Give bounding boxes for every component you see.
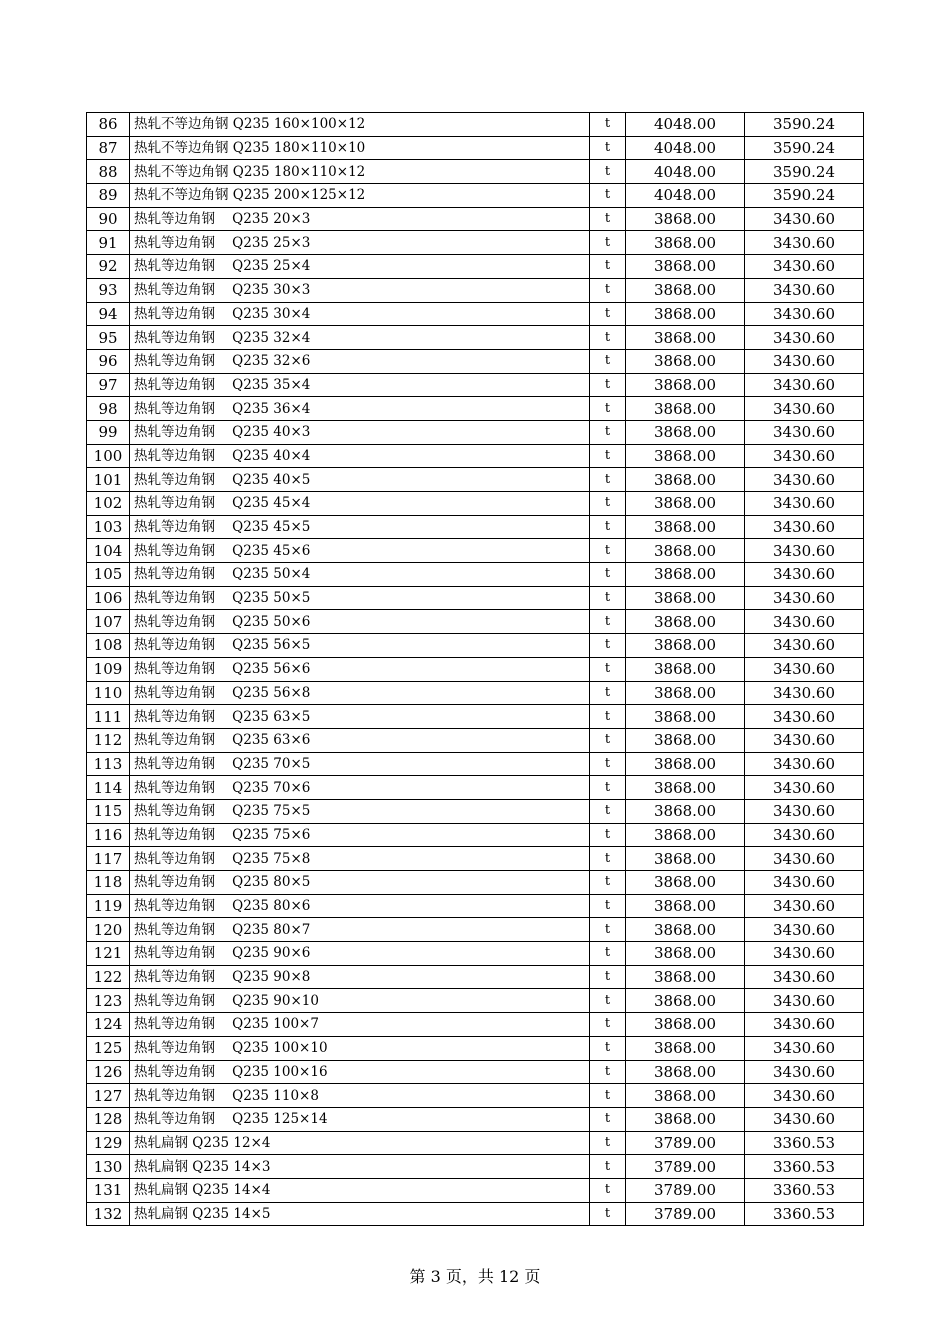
unit-cell: t: [590, 563, 626, 587]
price-table: [86, 112, 864, 1226]
unit-cell: t: [590, 326, 626, 350]
row-number-cell: 103: [87, 515, 130, 539]
row-number-cell: 123: [87, 989, 130, 1013]
price-2-cell: 3430.60: [745, 373, 864, 397]
row-number-cell: 112: [87, 728, 130, 752]
row-number-cell: 132: [87, 1202, 130, 1226]
item-name-cell: 热轧等边角钢 Q235 30×4: [130, 302, 590, 326]
item-name-cell: 热轧等边角钢 Q235 100×16: [130, 1060, 590, 1084]
table-row: [87, 207, 864, 231]
price-1-cell: 3868.00: [626, 563, 745, 587]
row-number-cell: 104: [87, 539, 130, 563]
price-2-cell: 3430.60: [745, 942, 864, 966]
price-2-cell: 3430.60: [745, 539, 864, 563]
table-row: [87, 1084, 864, 1108]
table-row: [87, 1013, 864, 1037]
row-number-cell: 86: [87, 113, 130, 137]
table-row: [87, 586, 864, 610]
row-number-cell: 129: [87, 1131, 130, 1155]
item-name-cell: 热轧等边角钢 Q235 50×6: [130, 610, 590, 634]
unit-cell: t: [590, 184, 626, 208]
price-2-cell: 3430.60: [745, 705, 864, 729]
row-number-cell: 114: [87, 776, 130, 800]
item-name-cell: 热轧等边角钢 Q235 75×8: [130, 847, 590, 871]
item-name-cell: 热轧等边角钢 Q235 63×5: [130, 705, 590, 729]
price-1-cell: 3868.00: [626, 231, 745, 255]
table-row: [87, 799, 864, 823]
table-row: [87, 1155, 864, 1179]
table-row: [87, 728, 864, 752]
price-2-cell: 3430.60: [745, 823, 864, 847]
price-1-cell: 3868.00: [626, 752, 745, 776]
price-2-cell: 3430.60: [745, 681, 864, 705]
price-1-cell: 3868.00: [626, 634, 745, 658]
item-name-cell: 热轧等边角钢 Q235 90×6: [130, 942, 590, 966]
row-number-cell: 97: [87, 373, 130, 397]
price-2-cell: 3430.60: [745, 492, 864, 516]
table-row: [87, 255, 864, 279]
item-name-cell: 热轧扁钢 Q235 12×4: [130, 1131, 590, 1155]
unit-cell: t: [590, 1155, 626, 1179]
row-number-cell: 107: [87, 610, 130, 634]
item-name-cell: 热轧等边角钢 Q235 70×6: [130, 776, 590, 800]
item-name-cell: 热轧等边角钢 Q235 125×14: [130, 1107, 590, 1131]
price-2-cell: 3430.60: [745, 1060, 864, 1084]
price-2-cell: 3430.60: [745, 871, 864, 895]
unit-cell: t: [590, 823, 626, 847]
row-number-cell: 113: [87, 752, 130, 776]
price-2-cell: 3590.24: [745, 160, 864, 184]
table-row: [87, 539, 864, 563]
row-number-cell: 101: [87, 468, 130, 492]
price-2-cell: 3430.60: [745, 965, 864, 989]
table-row: [87, 468, 864, 492]
unit-cell: t: [590, 444, 626, 468]
price-1-cell: 3868.00: [626, 610, 745, 634]
item-name-cell: 热轧等边角钢 Q235 56×6: [130, 657, 590, 681]
row-number-cell: 131: [87, 1178, 130, 1202]
unit-cell: t: [590, 657, 626, 681]
price-1-cell: 3868.00: [626, 989, 745, 1013]
item-name-cell: 热轧等边角钢 Q235 56×5: [130, 634, 590, 658]
unit-cell: t: [590, 113, 626, 137]
unit-cell: t: [590, 847, 626, 871]
price-2-cell: 3430.60: [745, 847, 864, 871]
row-number-cell: 118: [87, 871, 130, 895]
unit-cell: t: [590, 1178, 626, 1202]
price-1-cell: 3868.00: [626, 871, 745, 895]
unit-cell: t: [590, 752, 626, 776]
row-number-cell: 89: [87, 184, 130, 208]
price-1-cell: 3868.00: [626, 823, 745, 847]
table-row: [87, 515, 864, 539]
price-2-cell: 3430.60: [745, 207, 864, 231]
price-2-cell: 3430.60: [745, 610, 864, 634]
row-number-cell: 115: [87, 799, 130, 823]
price-2-cell: 3430.60: [745, 799, 864, 823]
unit-cell: t: [590, 1060, 626, 1084]
price-1-cell: 3868.00: [626, 705, 745, 729]
item-name-cell: 热轧不等边角钢 Q235 200×125×12: [130, 184, 590, 208]
table-row: [87, 302, 864, 326]
table-row: [87, 1178, 864, 1202]
price-2-cell: 3430.60: [745, 586, 864, 610]
item-name-cell: 热轧等边角钢 Q235 50×5: [130, 586, 590, 610]
price-1-cell: 3868.00: [626, 539, 745, 563]
price-1-cell: 3789.00: [626, 1178, 745, 1202]
row-number-cell: 99: [87, 420, 130, 444]
unit-cell: t: [590, 610, 626, 634]
item-name-cell: 热轧等边角钢 Q235 40×3: [130, 420, 590, 444]
price-2-cell: 3430.60: [745, 563, 864, 587]
item-name-cell: 热轧等边角钢 Q235 110×8: [130, 1084, 590, 1108]
row-number-cell: 128: [87, 1107, 130, 1131]
item-name-cell: 热轧等边角钢 Q235 40×5: [130, 468, 590, 492]
row-number-cell: 102: [87, 492, 130, 516]
row-number-cell: 95: [87, 326, 130, 350]
item-name-cell: 热轧等边角钢 Q235 30×3: [130, 278, 590, 302]
unit-cell: t: [590, 302, 626, 326]
table-row: [87, 563, 864, 587]
price-2-cell: 3360.53: [745, 1131, 864, 1155]
price-2-cell: 3430.60: [745, 918, 864, 942]
price-2-cell: 3430.60: [745, 657, 864, 681]
unit-cell: t: [590, 349, 626, 373]
price-2-cell: 3430.60: [745, 255, 864, 279]
table-row: [87, 326, 864, 350]
price-1-cell: 3789.00: [626, 1155, 745, 1179]
price-2-cell: 3430.60: [745, 278, 864, 302]
row-number-cell: 111: [87, 705, 130, 729]
price-table-body: [87, 113, 864, 1226]
unit-cell: t: [590, 776, 626, 800]
unit-cell: t: [590, 942, 626, 966]
price-2-cell: 3590.24: [745, 136, 864, 160]
unit-cell: t: [590, 397, 626, 421]
price-2-cell: 3360.53: [745, 1202, 864, 1226]
price-1-cell: 3868.00: [626, 278, 745, 302]
table-row: [87, 823, 864, 847]
item-name-cell: 热轧等边角钢 Q235 56×8: [130, 681, 590, 705]
table-row: [87, 942, 864, 966]
item-name-cell: 热轧等边角钢 Q235 45×5: [130, 515, 590, 539]
price-2-cell: 3430.60: [745, 420, 864, 444]
table-row: [87, 160, 864, 184]
item-name-cell: 热轧等边角钢 Q235 32×6: [130, 349, 590, 373]
unit-cell: t: [590, 515, 626, 539]
price-2-cell: 3430.60: [745, 1013, 864, 1037]
item-name-cell: 热轧扁钢 Q235 14×3: [130, 1155, 590, 1179]
table-row: [87, 492, 864, 516]
price-2-cell: 3590.24: [745, 184, 864, 208]
unit-cell: t: [590, 871, 626, 895]
price-1-cell: 3868.00: [626, 326, 745, 350]
unit-cell: t: [590, 728, 626, 752]
item-name-cell: 热轧等边角钢 Q235 25×3: [130, 231, 590, 255]
price-1-cell: 3868.00: [626, 373, 745, 397]
table-row: [87, 1036, 864, 1060]
row-number-cell: 88: [87, 160, 130, 184]
table-row: [87, 278, 864, 302]
unit-cell: t: [590, 586, 626, 610]
row-number-cell: 93: [87, 278, 130, 302]
row-number-cell: 130: [87, 1155, 130, 1179]
unit-cell: t: [590, 373, 626, 397]
price-1-cell: 3868.00: [626, 1107, 745, 1131]
unit-cell: t: [590, 681, 626, 705]
item-name-cell: 热轧等边角钢 Q235 100×10: [130, 1036, 590, 1060]
table-row: [87, 681, 864, 705]
price-1-cell: 3868.00: [626, 515, 745, 539]
price-1-cell: 3868.00: [626, 349, 745, 373]
table-row: [87, 136, 864, 160]
row-number-cell: 121: [87, 942, 130, 966]
price-1-cell: 3868.00: [626, 965, 745, 989]
unit-cell: t: [590, 420, 626, 444]
unit-cell: t: [590, 918, 626, 942]
row-number-cell: 87: [87, 136, 130, 160]
item-name-cell: 热轧等边角钢 Q235 36×4: [130, 397, 590, 421]
unit-cell: t: [590, 1013, 626, 1037]
price-1-cell: 3868.00: [626, 776, 745, 800]
price-2-cell: 3430.60: [745, 468, 864, 492]
table-row: [87, 444, 864, 468]
row-number-cell: 98: [87, 397, 130, 421]
price-1-cell: 3868.00: [626, 420, 745, 444]
item-name-cell: 热轧等边角钢 Q235 40×4: [130, 444, 590, 468]
row-number-cell: 110: [87, 681, 130, 705]
row-number-cell: 124: [87, 1013, 130, 1037]
table-row: [87, 184, 864, 208]
unit-cell: t: [590, 634, 626, 658]
item-name-cell: 热轧等边角钢 Q235 35×4: [130, 373, 590, 397]
table-row: [87, 657, 864, 681]
unit-cell: t: [590, 799, 626, 823]
unit-cell: t: [590, 160, 626, 184]
unit-cell: t: [590, 468, 626, 492]
price-2-cell: 3360.53: [745, 1155, 864, 1179]
row-number-cell: 119: [87, 894, 130, 918]
row-number-cell: 90: [87, 207, 130, 231]
row-number-cell: 127: [87, 1084, 130, 1108]
unit-cell: t: [590, 989, 626, 1013]
table-row: [87, 989, 864, 1013]
item-name-cell: 热轧等边角钢 Q235 100×7: [130, 1013, 590, 1037]
row-number-cell: 91: [87, 231, 130, 255]
price-2-cell: 3430.60: [745, 302, 864, 326]
price-2-cell: 3430.60: [745, 776, 864, 800]
table-row: [87, 397, 864, 421]
unit-cell: t: [590, 1084, 626, 1108]
item-name-cell: 热轧扁钢 Q235 14×4: [130, 1178, 590, 1202]
price-1-cell: 3868.00: [626, 302, 745, 326]
table-row: [87, 918, 864, 942]
price-1-cell: 3868.00: [626, 799, 745, 823]
unit-cell: t: [590, 1107, 626, 1131]
price-1-cell: 3868.00: [626, 207, 745, 231]
price-2-cell: 3430.60: [745, 1036, 864, 1060]
item-name-cell: 热轧等边角钢 Q235 25×4: [130, 255, 590, 279]
unit-cell: t: [590, 492, 626, 516]
item-name-cell: 热轧等边角钢 Q235 45×6: [130, 539, 590, 563]
item-name-cell: 热轧不等边角钢 Q235 160×100×12: [130, 113, 590, 137]
table-row: [87, 965, 864, 989]
item-name-cell: 热轧等边角钢 Q235 80×7: [130, 918, 590, 942]
price-1-cell: 4048.00: [626, 160, 745, 184]
item-name-cell: 热轧等边角钢 Q235 32×4: [130, 326, 590, 350]
item-name-cell: 热轧等边角钢 Q235 90×8: [130, 965, 590, 989]
table-row: [87, 1131, 864, 1155]
table-row: [87, 420, 864, 444]
price-1-cell: 3868.00: [626, 681, 745, 705]
price-1-cell: 3868.00: [626, 1060, 745, 1084]
price-1-cell: 3868.00: [626, 918, 745, 942]
price-2-cell: 3360.53: [745, 1178, 864, 1202]
table-row: [87, 776, 864, 800]
table-row: [87, 894, 864, 918]
table-row: [87, 1107, 864, 1131]
table-row: [87, 1060, 864, 1084]
price-1-cell: 3789.00: [626, 1131, 745, 1155]
item-name-cell: 热轧等边角钢 Q235 75×5: [130, 799, 590, 823]
item-name-cell: 热轧等边角钢 Q235 70×5: [130, 752, 590, 776]
unit-cell: t: [590, 255, 626, 279]
unit-cell: t: [590, 705, 626, 729]
price-1-cell: 3868.00: [626, 728, 745, 752]
row-number-cell: 100: [87, 444, 130, 468]
unit-cell: t: [590, 136, 626, 160]
price-1-cell: 3868.00: [626, 847, 745, 871]
unit-cell: t: [590, 1202, 626, 1226]
price-1-cell: 4048.00: [626, 113, 745, 137]
unit-cell: t: [590, 1131, 626, 1155]
table-row: [87, 113, 864, 137]
table-row: [87, 705, 864, 729]
item-name-cell: 热轧等边角钢 Q235 20×3: [130, 207, 590, 231]
item-name-cell: 热轧不等边角钢 Q235 180×110×10: [130, 136, 590, 160]
table-row: [87, 847, 864, 871]
row-number-cell: 116: [87, 823, 130, 847]
price-1-cell: 3868.00: [626, 1084, 745, 1108]
price-2-cell: 3430.60: [745, 1107, 864, 1131]
price-2-cell: 3430.60: [745, 444, 864, 468]
item-name-cell: 热轧等边角钢 Q235 63×6: [130, 728, 590, 752]
price-2-cell: 3430.60: [745, 634, 864, 658]
unit-cell: t: [590, 539, 626, 563]
row-number-cell: 105: [87, 563, 130, 587]
price-2-cell: 3430.60: [745, 326, 864, 350]
price-1-cell: 3868.00: [626, 1036, 745, 1060]
price-2-cell: 3590.24: [745, 113, 864, 137]
price-2-cell: 3430.60: [745, 349, 864, 373]
row-number-cell: 92: [87, 255, 130, 279]
table-row: [87, 871, 864, 895]
row-number-cell: 126: [87, 1060, 130, 1084]
row-number-cell: 122: [87, 965, 130, 989]
price-2-cell: 3430.60: [745, 515, 864, 539]
table-row: [87, 373, 864, 397]
row-number-cell: 106: [87, 586, 130, 610]
table-row: [87, 231, 864, 255]
price-1-cell: 3868.00: [626, 586, 745, 610]
price-1-cell: 3868.00: [626, 492, 745, 516]
table-row: [87, 1202, 864, 1226]
table-row: [87, 349, 864, 373]
price-1-cell: 3868.00: [626, 255, 745, 279]
price-1-cell: 3868.00: [626, 397, 745, 421]
page-footer: 第 3 页，共 12 页: [409, 1267, 541, 1286]
price-2-cell: 3430.60: [745, 1084, 864, 1108]
item-name-cell: 热轧等边角钢 Q235 75×6: [130, 823, 590, 847]
unit-cell: t: [590, 207, 626, 231]
table-row: [87, 634, 864, 658]
price-1-cell: 3868.00: [626, 657, 745, 681]
row-number-cell: 96: [87, 349, 130, 373]
row-number-cell: 108: [87, 634, 130, 658]
item-name-cell: 热轧等边角钢 Q235 50×4: [130, 563, 590, 587]
unit-cell: t: [590, 1036, 626, 1060]
price-1-cell: 3868.00: [626, 444, 745, 468]
price-1-cell: 4048.00: [626, 184, 745, 208]
row-number-cell: 109: [87, 657, 130, 681]
item-name-cell: 热轧扁钢 Q235 14×5: [130, 1202, 590, 1226]
item-name-cell: 热轧等边角钢 Q235 45×4: [130, 492, 590, 516]
item-name-cell: 热轧等边角钢 Q235 80×6: [130, 894, 590, 918]
row-number-cell: 120: [87, 918, 130, 942]
table-row: [87, 610, 864, 634]
price-1-cell: 3868.00: [626, 1013, 745, 1037]
table-row: [87, 752, 864, 776]
unit-cell: t: [590, 278, 626, 302]
row-number-cell: 117: [87, 847, 130, 871]
item-name-cell: 热轧等边角钢 Q235 90×10: [130, 989, 590, 1013]
price-2-cell: 3430.60: [745, 989, 864, 1013]
price-2-cell: 3430.60: [745, 752, 864, 776]
row-number-cell: 125: [87, 1036, 130, 1060]
price-2-cell: 3430.60: [745, 397, 864, 421]
row-number-cell: 94: [87, 302, 130, 326]
price-1-cell: 3789.00: [626, 1202, 745, 1226]
price-1-cell: 4048.00: [626, 136, 745, 160]
item-name-cell: 热轧等边角钢 Q235 80×5: [130, 871, 590, 895]
price-1-cell: 3868.00: [626, 468, 745, 492]
price-1-cell: 3868.00: [626, 894, 745, 918]
price-2-cell: 3430.60: [745, 728, 864, 752]
unit-cell: t: [590, 965, 626, 989]
unit-cell: t: [590, 231, 626, 255]
price-2-cell: 3430.60: [745, 231, 864, 255]
price-2-cell: 3430.60: [745, 894, 864, 918]
unit-cell: t: [590, 894, 626, 918]
item-name-cell: 热轧不等边角钢 Q235 180×110×12: [130, 160, 590, 184]
price-1-cell: 3868.00: [626, 942, 745, 966]
